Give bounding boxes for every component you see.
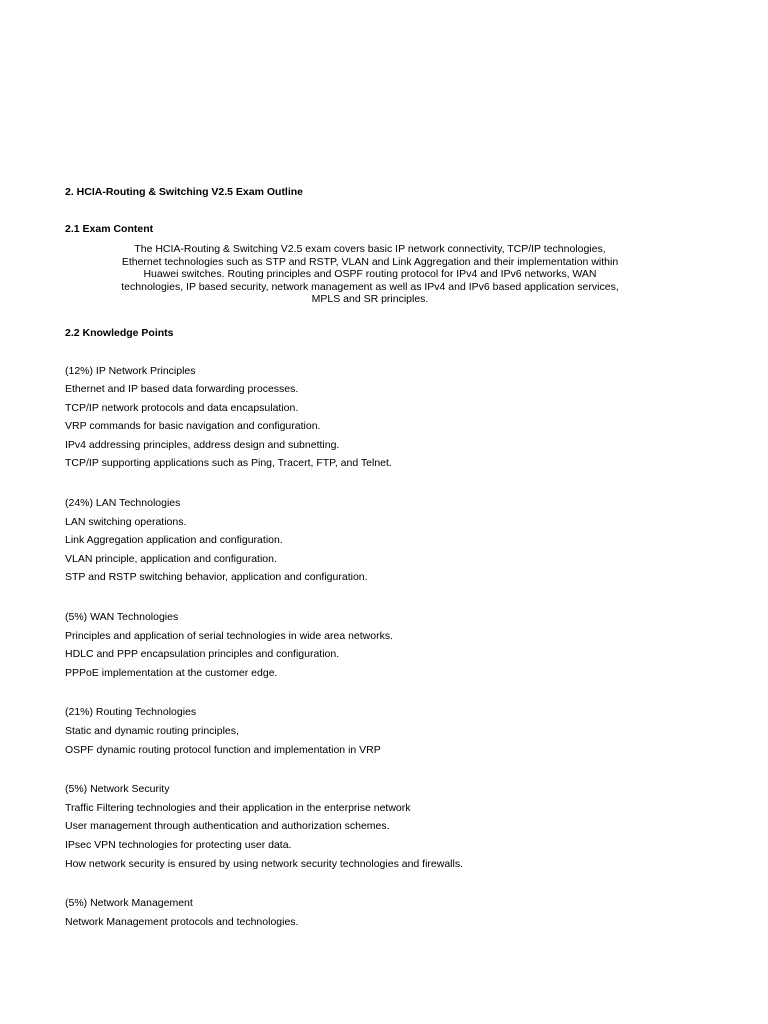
knowledge-item: Traffic Filtering technologies and their application in the enterprise network bbox=[65, 801, 411, 814]
knowledge-points-heading: 2.2 Knowledge Points bbox=[65, 326, 174, 339]
knowledge-item: IPsec VPN technologies for protecting user data. bbox=[65, 838, 292, 851]
knowledge-item: Ethernet and IP based data forwarding processes. bbox=[65, 383, 299, 396]
knowledge-item: STP and RSTP switching behavior, application and configuration. bbox=[65, 571, 368, 584]
knowledge-item: VLAN principle, application and configuration. bbox=[65, 552, 277, 565]
section-title: (5%) WAN Technologies bbox=[65, 611, 179, 624]
knowledge-item: VRP commands for basic navigation and configuration. bbox=[65, 420, 321, 433]
knowledge-item: User management through authentication and authorization schemes. bbox=[65, 820, 390, 833]
knowledge-item: LAN switching operations. bbox=[65, 515, 187, 528]
knowledge-item: OSPF dynamic routing protocol function and implementation in VRP bbox=[65, 743, 381, 756]
section-title: (5%) Network Security bbox=[65, 783, 170, 796]
section-lan-technologies bbox=[65, 494, 675, 587]
knowledge-item: IPv4 addressing principles, address design and subnetting. bbox=[65, 438, 340, 451]
document-content bbox=[65, 184, 675, 931]
knowledge-item: Static and dynamic routing principles, bbox=[65, 725, 239, 737]
section-ip-network-principles bbox=[65, 362, 675, 474]
section-title: (21%) Routing Technologies bbox=[65, 706, 197, 719]
knowledge-item: HDLC and PPP encapsulation principles and configuration. bbox=[65, 648, 340, 661]
knowledge-item: How network security is ensured by using network security technologies and firewalls. bbox=[65, 857, 464, 870]
knowledge-item: Link Aggregation application and configuration. bbox=[65, 534, 283, 547]
exam-content-line: MPLS and SR principles. bbox=[311, 293, 429, 305]
knowledge-item: TCP/IP supporting applications such as Ping, Tracert, FTP, and Telnet. bbox=[65, 457, 392, 470]
section-title: (24%) LAN Technologies bbox=[65, 497, 181, 510]
exam-content-line: technologies, IP based security, network management as well as IPv4 and IPv6 based application services, bbox=[121, 280, 619, 293]
exam-content-line: Ethernet technologies such as STP and RSTP, VLAN and Link Aggregation and their implementation within bbox=[121, 255, 619, 268]
document-title: 2. HCIA-Routing & Switching V2.5 Exam Outline bbox=[65, 186, 304, 198]
knowledge-item: Network Management protocols and technologies. bbox=[65, 915, 299, 928]
section-title: (5%) Network Management bbox=[65, 897, 193, 910]
section-network-security bbox=[65, 780, 675, 873]
exam-content-line: Huawei switches. Routing principles and OSPF routing protocol for IPv4 and IPv6 networks, WAN bbox=[143, 268, 597, 280]
knowledge-item: TCP/IP network protocols and data encapsulation. bbox=[65, 401, 299, 414]
exam-content-line: The HCIA-Routing & Switching V2.5 exam covers basic IP network connectivity, TCP/IP technologies, bbox=[134, 243, 606, 255]
section-title: (12%) IP Network Principles bbox=[65, 364, 196, 377]
section-routing-technologies bbox=[65, 703, 675, 759]
exam-content-heading: 2.1 Exam Content bbox=[65, 223, 154, 235]
knowledge-item: PPPoE implementation at the customer edge. bbox=[65, 666, 278, 679]
exam-content-paragraph bbox=[65, 243, 675, 306]
section-wan-technologies bbox=[65, 608, 675, 682]
section-network-management bbox=[65, 894, 675, 931]
knowledge-item: Principles and application of serial technologies in wide area networks. bbox=[65, 629, 394, 642]
